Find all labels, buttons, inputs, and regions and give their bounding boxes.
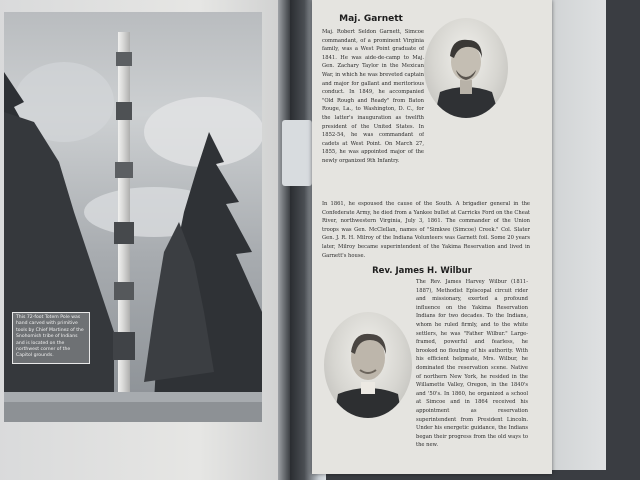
garnett-text-2: In 1861, he espoused the cause of the South. A brigadier general in the Confederate Army, he died from a Yankee bullet at Carricks Ford on the Cheat River, northwestern Virginia, July 3, 1861. The commander of the Union troops was Gen. McClellan, names of "Simkwe (Simcoe) Creek." Col. Slater Gen. J. R. H. Milroy of the Indiana Volunteers was Garnett foil. Some 20 years later, Milroy became superintendent of the Yakima Reservation and lived in Garnett's house. (322, 201, 530, 259)
wilbur-text: The Rev. James Harvey Wilbur (1811-1887), Methodist Episcopal circuit rider and missionary, exerted a profound influence on the Yakima Reservation Indians for two decades. To the Indians, whom he ruled firmly, and to the white settlers, he was "Father Wilbur." Large-framed, powerful and fearless, he brooked no flouting of his authority. With his efficient helpmate, Mrs. Wilbur, he dominated the reservation scene. Native of northern New York, he resided in the Willamette Valley, Oregon, in the 1840's and '50's. In 1860, he organized a school at Simcoe and in 1864 received his appointment as reservation superintendent from President Lincoln. Under his energetic guidance, the Indians began their progress from the old ways to the new. (416, 279, 528, 449)
garnett-heading: Maj. Garnett (339, 14, 403, 24)
page-tab (282, 120, 312, 186)
garnett-portrait-image (424, 18, 508, 118)
right-page (312, 0, 552, 474)
garnett-portrait (424, 18, 508, 118)
garnett-paragraph-1a (322, 28, 424, 198)
garnett-paragraph-2 (322, 200, 530, 264)
wilbur-heading: Rev. James H. Wilbur (372, 266, 472, 276)
left-page (0, 0, 286, 480)
garnett-text-1: Maj. Robert Seldon Garnett, Simcoe commandant, of a prominent Virginia family, was a West Point graduate of 1841. He was aide-de-camp to Maj. Gen. Zachary Taylor in the Mexican War, in which he was breveted captain and major for gallant and meritorious conduct. In 1849, he accompanied "Old Rough and Ready" from Baton Rouge, La., to Washington, D. C., for the latter's inauguration as twelfth president of the United States. In 1852-54, he was commandant of cadets at West Point. On March 27, 1855, he was appointed major of the newly organized 9th Infantry. (322, 29, 424, 164)
photo-caption: This 72-foot Totem Pole was hand carved with primitive tools by Chief Martinez of the Snohomish tribe of Indians and is located on the northwest corner of the Capitol grounds. (12, 312, 90, 364)
wilbur-paragraph (322, 278, 528, 464)
